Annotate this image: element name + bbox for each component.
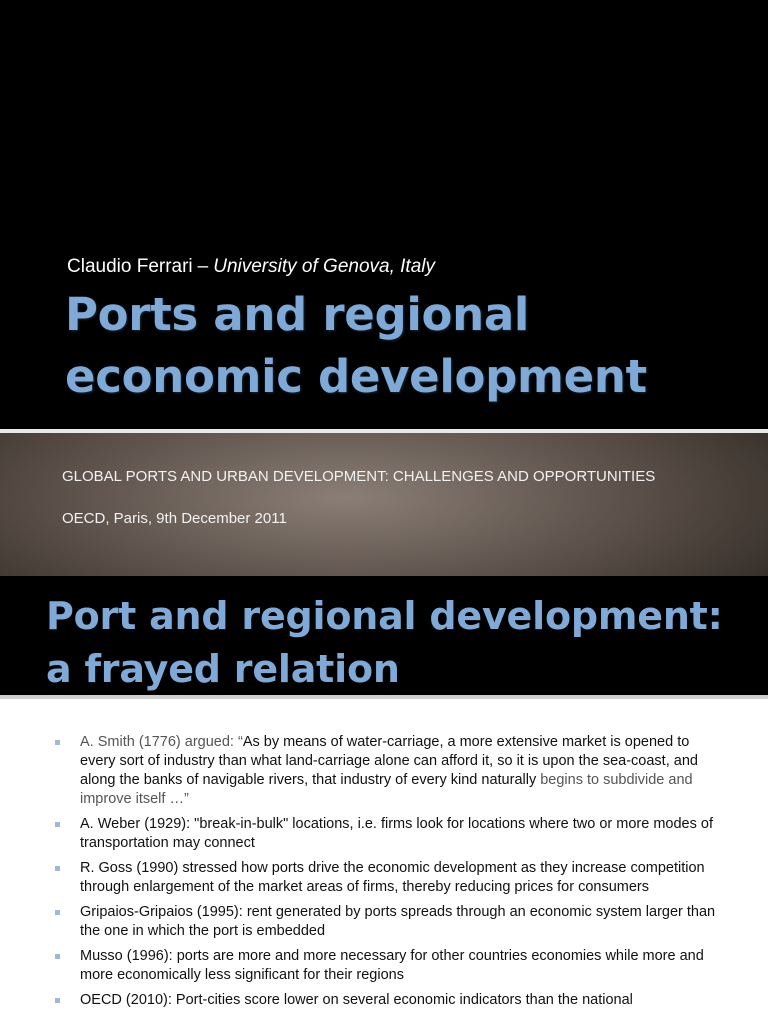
subtitle-band xyxy=(0,433,768,576)
author-dash: – xyxy=(197,256,209,277)
bullet-square-icon xyxy=(55,822,60,827)
bullet-item xyxy=(0,815,768,853)
title-line-2: economic development xyxy=(65,350,647,403)
bullet-text: Gripaios-Gripaios (1995): rent generated by ports spreads through an economic system larger than the one in which the port is embedded xyxy=(80,904,716,939)
slide-header xyxy=(0,576,768,695)
bullet-item xyxy=(0,903,768,941)
bullet-item xyxy=(0,733,768,809)
divider xyxy=(0,695,768,699)
bullet-item xyxy=(0,991,768,1010)
slide-title-line-1: Port and regional development: xyxy=(46,594,723,638)
bullet-item xyxy=(0,947,768,985)
bullet-square-icon xyxy=(55,998,60,1003)
bullet-square-icon xyxy=(55,740,60,745)
bullet-text: R. Goss (1990) stressed how ports drive the economic development as they increase competition through enlargement of the market areas of firms, thereby reducing prices for consumers xyxy=(80,860,705,895)
bullet-item xyxy=(0,859,768,897)
author-affiliation: University of Genova, Italy xyxy=(213,256,435,277)
conference-subtitle: GLOBAL PORTS AND URBAN DEVELOPMENT: CHALLENGES AND OPPORTUNITIES xyxy=(62,468,656,485)
event-line: OECD, Paris, 9th December 2011 xyxy=(62,510,287,527)
bullet-text: As by means of water-carriage, a more extensive market is opened to every sort of industry than what land-carriage alone can afford it, so it is upon the sea-coast, and along the banks of navigable rivers, that industry of every kind naturally xyxy=(80,734,698,788)
slide-content xyxy=(0,576,768,1024)
slide-title-line-2: a frayed relation xyxy=(46,647,400,691)
bullet-square-icon xyxy=(55,954,60,959)
bullet-list xyxy=(0,733,768,1016)
bullet-text: Musso (1996): ports are more and more necessary for other countries economies while more and more economically less significant for their regions xyxy=(80,948,704,983)
author-name: Claudio Ferrari xyxy=(67,256,193,277)
author-line xyxy=(67,256,435,278)
title-line-1: Ports and regional xyxy=(65,288,530,341)
slide-title-heading xyxy=(46,590,756,696)
bullet-text: OECD (2010): Port-cities score lower on several economic indicators than the national xyxy=(80,992,633,1008)
bullet-lead: A. Smith (1776) argued: “ xyxy=(80,734,243,750)
bullet-text: A. Weber (1929): "break-in-bulk" locations, i.e. firms look for locations where two or more modes of transportation may connect xyxy=(80,816,713,851)
presentation-title xyxy=(65,284,755,408)
bullet-square-icon xyxy=(55,910,60,915)
bullet-square-icon xyxy=(55,866,60,871)
bullet-tail: begins to subdivide and improve itself …” xyxy=(80,772,693,807)
